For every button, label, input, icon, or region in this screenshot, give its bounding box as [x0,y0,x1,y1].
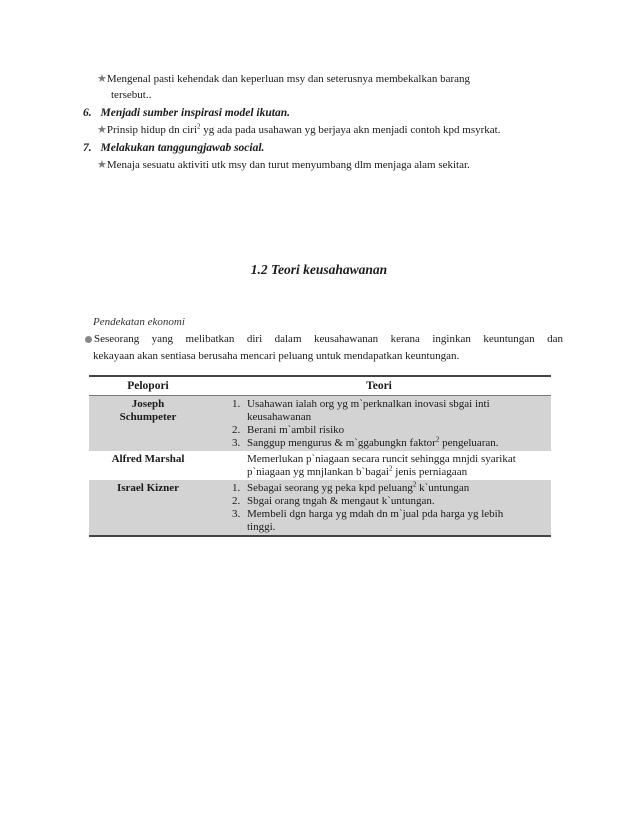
pioneer-name-line-2: Schumpeter [119,411,177,423]
theory-text-line-2-a: p`niagaan yg mnjlankan b`bagai [247,466,390,478]
theory-item-line-1: Sbgai orang tngah & mengaut k`untungan. [247,495,435,507]
bullet-2 [97,123,500,137]
item-7 [83,141,264,155]
section-title: 1.2 Teori keusahawanan [250,262,388,277]
theory-item-line-1: Sebagai seorang yg peka kpd peluang [247,482,413,494]
theory-item-line-1: Berani m`ambil risiko [247,424,345,436]
pioneer-name-line-1: Alfred Marshal [111,453,185,465]
theory-item [243,398,551,424]
bullet-1-line-2: tersebut.. [111,89,152,101]
pioneer-name [89,451,207,480]
theory-item-line-2: tinggi. [247,521,276,533]
theory-item-line-1: Sanggup mengurus & m`ggabungkn faktor [247,437,436,449]
theory-text-line-2-b: jenis perniagaan [392,466,468,478]
theory-item [243,437,551,450]
theory-list [207,482,551,534]
theory-cell [207,451,551,480]
star-bullet-icon: ★ [97,73,107,85]
table-bottom-rule [89,535,551,537]
pioneer-name [89,480,207,535]
bullet-3 [97,158,470,172]
item-7-heading: Melakukan tanggungjawab social. [100,142,265,154]
theory-item [243,482,551,495]
bullet-1-line-1: Mengenal pasti kehendak dan keperluan msy dan seterusnya membekalkan barang [106,73,471,85]
item-7-number: 7. [83,142,92,154]
bullet-2-text-a: Prinsip hidup dn ciri [106,124,198,136]
intro-label: Pendekatan ekonomi [93,316,185,328]
pioneer-name-line-1: Joseph [131,398,165,410]
theory-item-tail: k`untungan [416,482,470,494]
pioneer-name [89,396,207,451]
header-pelopori: Pelopori [127,380,169,392]
table-row [89,451,551,480]
table-row [89,396,551,451]
paragraph-line-2: kekayaan akan sentiasa berusaha mencari peluang untuk mendapatkan keuntungan. [93,350,460,362]
theory-cell [207,396,551,451]
paragraph-line-1-text: Seseorang yang melibatkan diri dalam keusahawanan kerana inginkan keuntungan dan [94,333,563,345]
item-6 [83,106,290,120]
theory-table [89,375,551,537]
theory-item [243,508,551,534]
theory-text-line-2 [247,466,551,479]
theory-item-tail: pengeluaran. [439,437,499,449]
star-bullet-icon: ★ [97,124,107,136]
table-header-row [89,377,551,395]
theory-text-sup: 2 [389,464,393,473]
theory-item-line-2: keusahawanan [247,411,312,423]
bullet-2-text-b: yg ada pada usahawan yg berjaya akn menjadi contoh kpd msyrkat. [200,124,501,136]
item-6-heading: Menjadi sumber inspirasi model ikutan. [100,107,290,119]
table-row [89,480,551,535]
theory-item-line-1: 3. Membeli dgn harga yg mdah dn m`jual pda harga yg lebih [247,508,504,520]
bullet-2-sup: 2 [197,122,201,131]
bullet-3-text: Menaja sesuatu aktiviti utk msy dan turut menyumbang dlm menjaga alam sekitar. [106,159,470,171]
circle-bullet-icon [85,336,92,343]
theory-list [207,398,551,450]
theory-item [243,424,551,437]
bullet-1 [97,72,470,86]
item-6-number: 6. [83,107,92,119]
theory-item-sup: 2 [435,435,440,444]
star-bullet-icon: ★ [97,159,107,171]
theory-cell [207,480,551,535]
theory-item-line-1: 1. Usahawan ialah org yg m`perknalkan inovasi sbgai inti [247,398,490,410]
pioneer-name-line-1: Israel Kizner [116,482,179,494]
paragraph-line-1 [85,332,563,346]
theory-item-sup: 2 [412,480,417,489]
theory-item [243,495,551,508]
header-teori: Teori [366,380,392,392]
theory-text-line-1: Memerlukan p`niagaan secara runcit sehingga mnjdi syarikat [247,453,516,465]
